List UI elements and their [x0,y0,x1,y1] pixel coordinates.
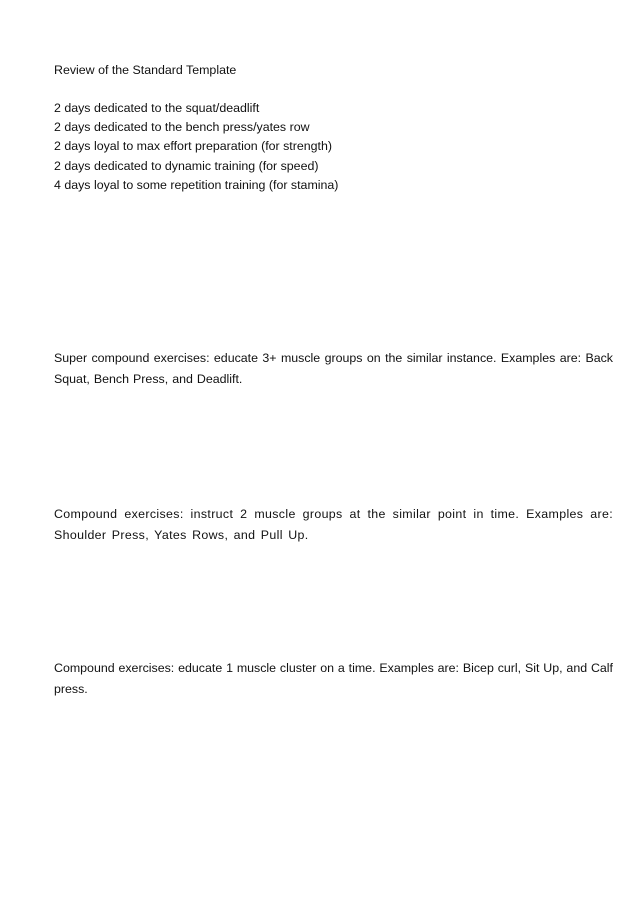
list-item: 2 days dedicated to the squat/deadlift [54,101,260,115]
paragraph-super-compound: Super compound exercises: educate 3+ muscle groups on the similar instance. Examples are: Back Squat, Bench Press, and Deadlift. [54,351,613,386]
list-item: 2 days loyal to max effort preparation (for strength) [54,139,333,154]
list-item: 4 days loyal to some repetition training (for stamina) [54,177,339,192]
training-schedule-list [54,99,613,195]
paragraph-isolation: Compound exercises: educate 1 muscle cluster on a time. Examples are: Bicep curl, Sit Up, and Calf press. [54,661,613,696]
list-item: 2 days dedicated to dynamic training (for speed) [54,158,319,173]
list-item: 2 days dedicated to the bench press/yates row [54,120,310,135]
paragraph-compound: Compound exercises: instruct 2 muscle groups at the similar point in time. Examples are: Shoulder Press, Yates Rows, and Pull Up. [54,507,613,542]
document-title: Review of the Standard Template [54,63,237,77]
